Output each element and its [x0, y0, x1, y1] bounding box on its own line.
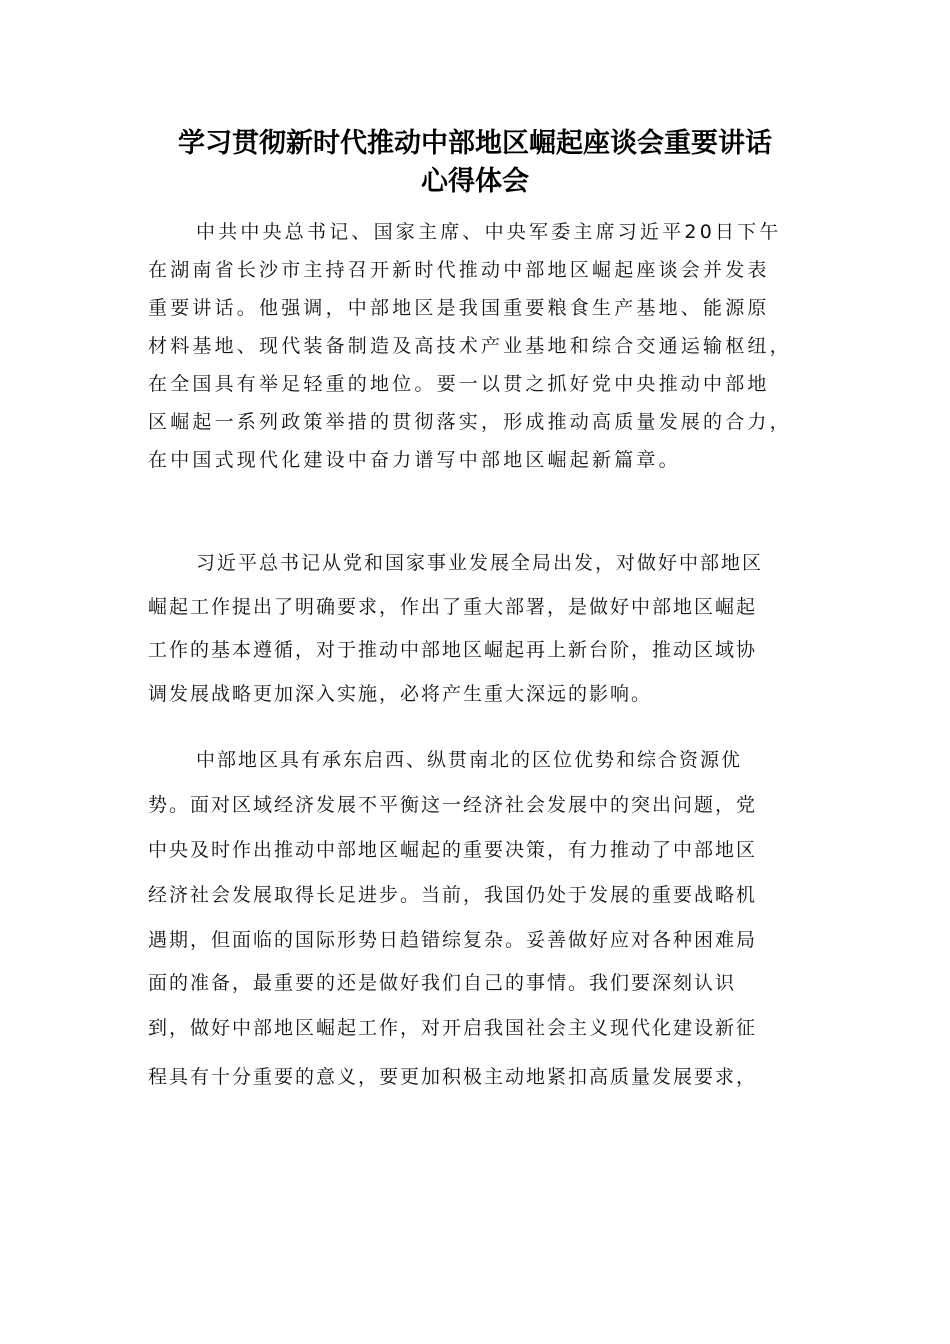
paragraph-line: 在全国具有举足轻重的地位。要一以贯之抓好党中央推动中部地: [148, 373, 770, 395]
paragraph-line: 中央及时作出推动中部地区崛起的重要决策，有力推动了中部地区: [148, 839, 758, 861]
paragraph-line: 在中国式现代化建设中奋力谱写中部地区崛起新篇章。: [148, 449, 681, 471]
paragraph-line: 中共中央总书记、国家主席、中央军委主席习近平20日下午: [196, 221, 782, 243]
paragraph-line: 工作的基本遵循，对于推动中部地区崛起再上新台阶，推动区域协: [148, 639, 758, 661]
paragraph-line: 遇期，但面临的国际形势日趋错综复杂。妥善做好应对各种困难局: [148, 929, 758, 951]
paragraph-line: 在湖南省长沙市主持召开新时代推动中部地区崛起座谈会并发表: [148, 259, 770, 281]
paragraph-line: 崛起工作提出了明确要求，作出了重大部署，是做好中部地区崛起: [148, 596, 758, 618]
paragraph-line: 到，做好中部地区崛起工作，对开启我国社会主义现代化建设新征: [148, 1017, 758, 1039]
paragraph-line: 习近平总书记从党和国家事业发展全局出发，对做好中部地区: [196, 552, 764, 574]
paragraph-line: 区崛起一系列政策举措的贯彻落实，形成推动高质量发展的合力，: [148, 411, 792, 433]
paragraph-line: 面的准备，最重要的还是做好我们自己的事情。我们要深刻认识: [148, 972, 737, 994]
document-title-line-1: 学习贯彻新时代推动中部地区崛起座谈会重要讲话: [178, 128, 772, 159]
paragraph-line: 经济社会发展取得长足进步。当前，我国仍处于发展的重要战略机: [148, 884, 758, 906]
paragraph-line: 材料基地、现代装备制造及高技术产业基地和综合交通运输枢纽，: [148, 335, 792, 357]
paragraph-line: 程具有十分重要的意义，要更加积极主动地紧扣高质量发展要求，: [148, 1066, 758, 1088]
document-title-line-2: 心得体会: [421, 166, 529, 197]
paragraph-line: 势。面对区域经济发展不平衡这一经济社会发展中的突出问题，党: [148, 794, 758, 816]
paragraph-line: 调发展战略更加深入实施，必将产生重大深远的影响。: [148, 683, 653, 705]
paragraph-line: 重要讲话。他强调，中部地区是我国重要粮食生产基地、能源原: [148, 297, 770, 319]
paragraph-line: 中部地区具有承东启西、纵贯南北的区位优势和综合资源优: [196, 749, 743, 771]
